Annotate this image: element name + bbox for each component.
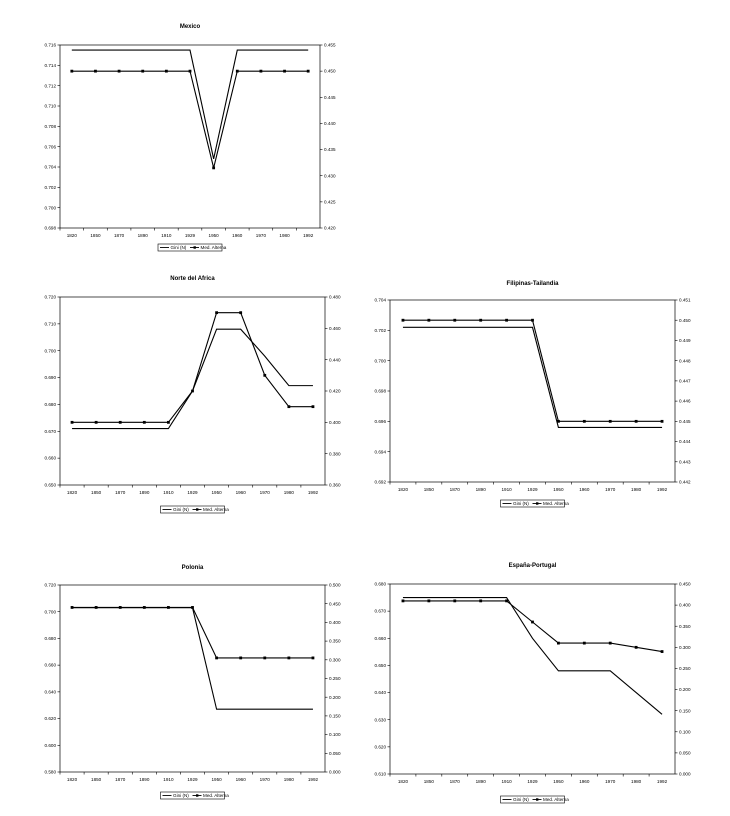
y-right-tick-label: 0.420 [324,225,336,231]
legend-marker [536,798,538,800]
x-tick-label: 1850 [423,779,434,784]
data-point-med-alterna [283,70,286,73]
data-point-med-alterna [635,420,638,423]
data-point-med-alterna [189,70,192,73]
legend-label-med-alterna: Med. Alterna [203,507,229,513]
x-tick-label: 1980 [283,490,294,495]
data-point-med-alterna [119,606,122,609]
y-left-tick-label: 0.700 [374,358,386,364]
x-tick-label: 1910 [163,777,174,782]
data-point-med-alterna [191,390,194,393]
x-tick-label: 1992 [307,490,319,495]
data-point-med-alterna [191,606,194,609]
y-right-tick-label: 0.460 [329,325,341,331]
x-tick-label: 1929 [184,233,196,238]
y-right-tick-label: 0.447 [679,378,691,384]
series-line-med-alterna [72,71,308,168]
y-left-tick-label: 0.710 [44,103,56,109]
data-point-med-alterna [94,70,97,73]
data-point-med-alterna [70,70,73,73]
y-right-tick-label: 0.442 [679,479,691,485]
x-tick-label: 1960 [579,487,590,492]
y-right-tick-label: 0.450 [679,581,691,587]
y-right-tick-label: 0.445 [324,94,336,100]
data-point-med-alterna [119,421,122,424]
data-point-med-alterna [635,646,638,649]
data-point-med-alterna [165,70,168,73]
data-point-med-alterna [167,421,170,424]
data-point-med-alterna [312,657,315,660]
y-right-tick-label: 0.350 [329,638,341,644]
chart-mexico-svg [10,18,360,263]
y-right-tick-label: 0.400 [329,419,341,425]
x-tick-label: 1820 [397,487,409,492]
x-tick-label: 1820 [66,490,78,495]
y-left-tick-label: 0.620 [374,744,386,750]
y-right-tick-label: 0.435 [324,147,336,153]
chart-norte-del-africa-svg [10,270,360,515]
legend-marker [196,508,198,510]
y-right-tick-label: 0.350 [679,623,691,629]
y-left-tick-label: 0.696 [374,418,386,424]
data-point-med-alterna [505,319,508,322]
chart-title: España-Portugal [508,563,557,569]
legend-label-med-alterna: Med. Alterna [543,797,569,803]
x-tick-label: 1890 [139,490,150,495]
y-left-tick-label: 0.660 [374,635,386,641]
data-point-med-alterna [143,421,146,424]
y-right-tick-label: 0.448 [679,358,691,364]
x-tick-label: 1960 [579,779,590,784]
data-point-med-alterna [609,642,612,645]
x-tick-label: 1970 [605,487,616,492]
x-tick-label: 1960 [235,777,246,782]
x-tick-label: 1992 [307,777,319,782]
data-point-med-alterna [167,606,170,609]
data-point-med-alterna [287,657,290,660]
y-right-tick-label: 0.480 [329,294,341,300]
y-right-tick-label: 0.445 [679,418,691,424]
x-tick-label: 1820 [66,777,78,782]
x-tick-label: 1910 [501,779,512,784]
data-point-med-alterna [479,319,482,322]
data-point-med-alterna [287,405,290,408]
chart-espana-portugal-svg [355,558,700,806]
x-tick-label: 1970 [605,779,616,784]
x-tick-label: 1870 [115,490,126,495]
y-right-tick-label: 0.000 [679,771,691,777]
y-right-tick-label: 0.450 [679,317,691,323]
y-right-tick-label: 0.420 [329,388,341,394]
y-left-tick-label: 0.692 [374,479,386,485]
data-point-med-alterna [95,606,98,609]
data-point-med-alterna [609,420,612,423]
data-point-med-alterna [312,405,315,408]
legend-label-gini: Gini (N) [173,793,189,799]
data-point-med-alterna [260,70,263,73]
chart-panel-polonia [10,560,360,800]
x-tick-label: 1950 [211,777,222,782]
x-tick-label: 1870 [449,779,460,784]
x-tick-label: 1980 [631,487,642,492]
data-point-med-alterna [453,319,456,322]
legend-label-med-alterna: Med. Alterna [543,501,569,507]
y-left-tick-label: 0.716 [44,42,56,48]
y-left-tick-label: 0.702 [374,327,386,333]
x-tick-label: 1910 [501,487,512,492]
y-right-tick-label: 0.444 [679,439,691,445]
y-right-tick-label: 0.150 [329,713,341,719]
y-right-tick-label: 0.100 [329,732,341,738]
series-line-med-alterna [403,320,662,421]
x-tick-label: 1970 [255,233,267,238]
data-point-med-alterna [71,606,74,609]
y-right-tick-label: 0.500 [329,582,341,588]
x-tick-label: 1980 [631,779,642,784]
y-left-tick-label: 0.680 [374,581,386,587]
y-left-tick-label: 0.660 [44,455,56,461]
data-point-med-alterna [263,374,266,377]
y-right-tick-label: 0.450 [324,68,336,74]
y-left-tick-label: 0.700 [44,348,56,354]
x-tick-label: 1950 [211,490,222,495]
y-right-tick-label: 0.450 [329,601,341,607]
plot-area-frame [390,584,675,774]
legend-label-gini: Gini (N) [513,501,529,507]
series-line-med-alterna [72,313,313,423]
y-left-tick-label: 0.610 [374,771,386,777]
y-right-tick-label: 0.100 [679,729,691,735]
y-left-tick-label: 0.680 [44,402,56,408]
chart-polonia-svg [10,560,360,800]
y-right-tick-label: 0.400 [329,620,341,625]
x-tick-label: 1850 [91,777,102,782]
y-left-tick-label: 0.720 [44,294,56,300]
data-point-med-alterna [557,420,560,423]
legend-label-gini: Gini (N) [173,507,189,513]
y-left-tick-label: 0.714 [44,62,56,68]
x-tick-label: 1960 [232,233,243,238]
data-point-med-alterna [661,420,664,423]
x-tick-label: 1970 [259,777,270,782]
series-line-gini [403,598,662,715]
y-right-tick-label: 0.430 [324,173,336,179]
y-right-tick-label: 0.360 [329,482,341,488]
x-tick-label: 1980 [279,233,290,238]
chart-panel-mexico [10,18,360,263]
chart-filipinas-tailandia-svg [355,276,700,508]
data-point-med-alterna [479,599,482,602]
data-point-med-alterna [239,657,242,660]
plot-area-frame [60,585,325,772]
x-tick-label: 1929 [187,490,198,495]
x-tick-label: 1980 [283,777,294,782]
data-point-med-alterna [583,420,586,423]
x-tick-label: 1890 [475,487,486,492]
y-right-tick-label: 0.150 [679,708,691,714]
legend-marker [194,246,196,248]
x-tick-label: 1820 [66,233,77,238]
data-point-med-alterna [531,621,534,624]
data-point-med-alterna [583,642,586,645]
chart-panel-filipinas-tailandia [355,276,700,508]
y-left-tick-label: 0.650 [44,482,56,488]
x-tick-label: 1890 [139,777,150,782]
x-tick-label: 1910 [161,233,172,238]
y-left-tick-label: 0.702 [44,184,56,190]
data-point-med-alterna [215,311,218,314]
y-right-tick-label: 0.050 [679,750,691,756]
data-point-med-alterna [143,606,146,609]
x-tick-label: 1970 [259,490,270,495]
chart-panel-espana-portugal [355,558,700,806]
y-left-tick-label: 0.670 [44,428,56,434]
data-point-med-alterna [141,70,144,73]
data-point-med-alterna [239,311,242,314]
x-tick-label: 1950 [208,233,219,238]
y-right-tick-label: 0.300 [329,657,341,663]
y-left-tick-label: 0.708 [44,123,56,129]
y-left-tick-label: 0.680 [44,636,56,642]
chart-title: Polonia [181,565,204,571]
y-left-tick-label: 0.660 [44,662,56,668]
y-right-tick-label: 0.446 [679,398,691,404]
y-right-tick-label: 0.451 [679,297,691,303]
y-left-tick-label: 0.698 [44,225,56,231]
y-left-tick-label: 0.650 [374,663,386,669]
series-line-gini [72,50,308,159]
chart-title: Norte del Africa [170,276,215,282]
y-right-tick-label: 0.440 [329,357,341,363]
x-tick-label: 1890 [475,779,486,784]
y-left-tick-label: 0.712 [44,83,56,89]
y-left-tick-label: 0.720 [44,582,56,588]
y-right-tick-label: 0.200 [329,694,341,700]
chart-title: Filipinas-Tailandia [506,281,559,287]
y-right-tick-label: 0.400 [679,602,691,608]
chart-panel-norte-del-africa [10,270,360,515]
y-left-tick-label: 0.580 [44,769,56,775]
data-point-med-alterna [557,642,560,645]
data-point-med-alterna [505,599,508,602]
data-point-med-alterna [215,657,218,660]
y-right-tick-label: 0.300 [679,644,691,650]
legend-label-gini: Gini (N) [170,245,187,251]
x-tick-label: 1870 [449,487,460,492]
data-point-med-alterna [118,70,121,73]
legend-label-med-alterna: Med. Alterna [203,793,229,799]
x-tick-label: 1890 [137,233,148,238]
x-tick-label: 1870 [113,233,125,238]
y-right-tick-label: 0.050 [329,750,341,756]
legend-label-med-alterna: Med. Alterna [200,245,227,251]
x-tick-label: 1950 [553,779,564,784]
y-left-tick-label: 0.640 [44,689,56,695]
y-left-tick-label: 0.690 [44,375,56,381]
x-tick-label: 1820 [397,779,409,784]
series-line-med-alterna [72,607,313,657]
x-tick-label: 1992 [656,779,668,784]
data-point-med-alterna [661,650,664,653]
x-tick-label: 1992 [303,233,314,238]
x-tick-label: 1850 [91,490,102,495]
y-left-tick-label: 0.698 [374,388,386,394]
y-right-tick-label: 0.455 [324,42,336,48]
y-left-tick-label: 0.704 [374,297,386,303]
x-tick-label: 1960 [235,490,246,495]
y-left-tick-label: 0.706 [44,144,56,150]
y-right-tick-label: 0.250 [329,676,341,682]
y-left-tick-label: 0.710 [44,321,56,327]
y-left-tick-label: 0.600 [44,742,56,748]
data-point-med-alterna [427,319,430,322]
y-right-tick-label: 0.425 [324,199,336,205]
y-left-tick-label: 0.640 [374,690,386,696]
y-right-tick-label: 0.380 [329,451,341,457]
x-tick-label: 1850 [423,487,434,492]
y-right-tick-label: 0.200 [679,687,691,693]
series-line-med-alterna [403,601,662,652]
x-tick-label: 1929 [527,779,538,784]
data-point-med-alterna [212,166,215,169]
y-left-tick-label: 0.630 [374,717,386,723]
legend-label-gini: Gini (N) [513,797,529,803]
y-right-tick-label: 0.000 [329,769,341,775]
x-tick-label: 1950 [553,487,564,492]
x-tick-label: 1929 [527,487,538,492]
y-right-tick-label: 0.443 [679,459,691,465]
y-left-tick-label: 0.670 [374,608,386,614]
y-left-tick-label: 0.700 [44,609,56,615]
x-tick-label: 1850 [90,233,101,238]
y-left-tick-label: 0.704 [44,164,56,170]
y-left-tick-label: 0.694 [374,449,386,455]
data-point-med-alterna [71,421,74,424]
data-point-med-alterna [263,657,266,660]
data-point-med-alterna [307,70,310,73]
chart-title: Mexico [179,24,201,30]
y-right-tick-label: 0.250 [679,666,691,672]
data-point-med-alterna [95,421,98,424]
y-left-tick-label: 0.700 [44,205,56,211]
data-point-med-alterna [402,319,405,322]
data-point-med-alterna [427,599,430,602]
x-tick-label: 1992 [656,487,668,492]
y-left-tick-label: 0.620 [44,716,56,722]
legend-marker [536,502,538,504]
data-point-med-alterna [531,319,534,322]
x-tick-label: 1910 [163,490,174,495]
y-right-tick-label: 0.449 [679,338,691,344]
series-line-gini [72,329,313,428]
y-right-tick-label: 0.440 [324,121,336,127]
x-tick-label: 1929 [187,777,198,782]
series-line-gini [403,327,662,427]
data-point-med-alterna [453,599,456,602]
data-point-med-alterna [402,599,405,602]
legend-marker [196,794,198,796]
x-tick-label: 1870 [115,777,126,782]
data-point-med-alterna [236,70,239,73]
